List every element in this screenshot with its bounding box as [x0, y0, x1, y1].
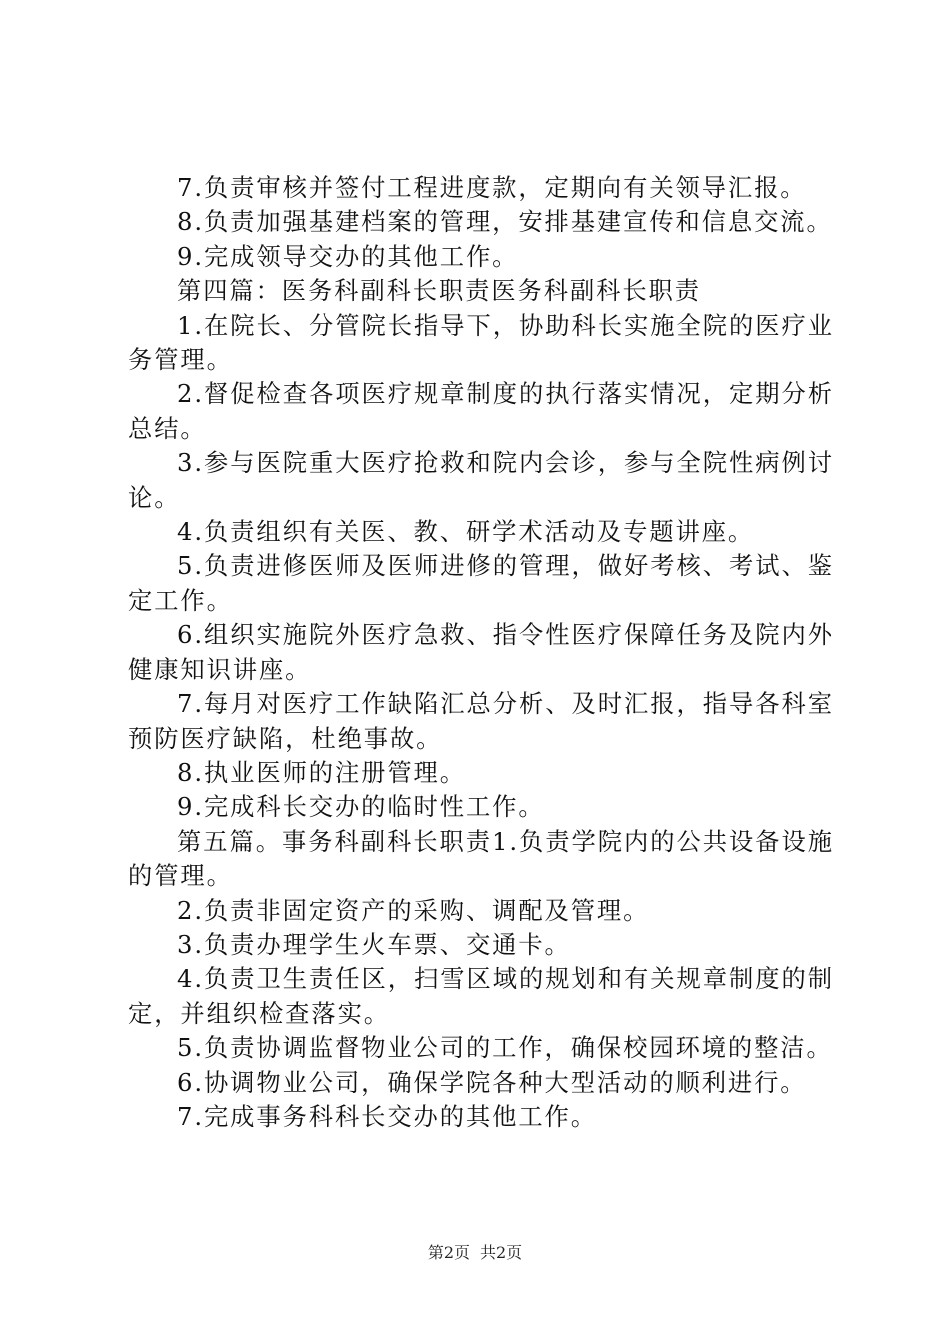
- paragraph: 8.执业医师的注册管理。: [177, 757, 466, 787]
- paragraph: 2.负责非固定资产的采购、调配及管理。: [177, 895, 650, 925]
- paragraph: 2.督促检查各项医疗规章制度的执行落实情况，定期分析总结。: [128, 379, 834, 443]
- page-total: 共2页: [480, 1243, 523, 1262]
- paragraph: 1.在院长、分管院长指导下，协助科长实施全院的医疗业务管理。: [128, 310, 834, 375]
- paragraph: 3.参与医院重大医疗抢救和院内会诊，参与全院性病例讨论。: [128, 448, 834, 512]
- paragraph: 9.完成领导交办的其他工作。: [177, 241, 519, 271]
- paragraph: 3.负责办理学生火车票、交通卡。: [177, 929, 571, 959]
- paragraph: 4.负责卫生责任区，扫雪区域的规划和有关规章制度的制定，并组织检查落实。: [128, 964, 834, 1028]
- section-heading: 第五篇。事务科副科长职责1.负责学院内的公共设备设施的管理。: [128, 826, 834, 891]
- paragraph: 7.每月对医疗工作缺陷汇总分析、及时汇报，指导各科室预防医疗缺陷，杜绝事故。: [128, 689, 834, 753]
- paragraph: 6.协调物业公司，确保学院各种大型活动的顺利进行。: [177, 1067, 807, 1097]
- page-footer: [0, 1243, 950, 1263]
- page-number: 第2页: [427, 1243, 470, 1262]
- paragraph: 9.完成科长交办的临时性工作。: [177, 792, 545, 822]
- paragraph: 4.负责组织有关医、教、研学术活动及专题讲座。: [177, 517, 755, 547]
- paragraph: 6.组织实施院外医疗急救、指令性医疗保障任务及院内外健康知识讲座。: [128, 620, 834, 684]
- document-body: [128, 171, 834, 1134]
- paragraph: 7.负责审核并签付工程进度款，定期向有关领导汇报。: [177, 173, 807, 202]
- paragraph: 5.负责进修医师及医师进修的管理，做好考核、考试、鉴定工作。: [128, 551, 834, 615]
- paragraph: 8.负责加强基建档案的管理，安排基建宣传和信息交流。: [177, 207, 833, 237]
- paragraph: 7.完成事务科科长交办的其他工作。: [177, 1101, 597, 1131]
- section-heading: 第四篇：医务科副科长职责医务科副科长职责: [177, 276, 701, 306]
- paragraph: 5.负责协调监督物业公司的工作，确保校园环境的整洁。: [177, 1033, 833, 1063]
